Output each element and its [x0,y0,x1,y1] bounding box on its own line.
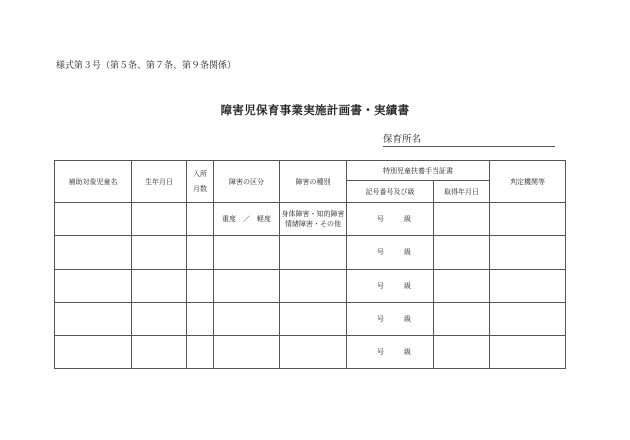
disability-level-cell[interactable] [214,302,280,335]
header-admission-line2: 月数 [193,184,207,193]
birth-date-cell[interactable] [132,335,187,368]
birth-date-cell[interactable] [132,269,187,302]
table-row [55,302,566,335]
table-row [55,236,566,269]
judging-agency-cell[interactable] [490,302,566,335]
facility-name-field[interactable] [383,133,555,147]
header-child-name: 補助対象児童名 [55,161,132,203]
header-cert-number: 記号番号及び級 [347,181,434,203]
disability-type-cell[interactable] [280,335,347,368]
disability-level-cell[interactable] [214,236,280,269]
disability-level-cell[interactable]: 重度 ／ 軽度 [214,203,280,236]
disability-level-cell[interactable] [214,335,280,368]
disability-type-line1: 身体障害・知的障害 [281,210,345,219]
cert-number-cell[interactable] [347,269,434,302]
judging-agency-cell[interactable] [490,236,566,269]
grade-number-label: 号 [377,215,384,224]
disability-type-line2: 情緒障害・その他 [285,220,341,229]
disability-type-cell[interactable] [280,203,347,236]
header-allowance-certificate: 特別児童扶養手当証書 [347,161,490,181]
cert-number-cell[interactable] [347,236,434,269]
acquired-date-cell[interactable] [434,335,490,368]
document-title: 障害児保育事業実施計画書・実績書 [220,103,410,117]
disability-type-cell[interactable] [280,236,347,269]
acquired-date-cell[interactable] [434,203,490,236]
disability-type-cell[interactable] [280,269,347,302]
table-row [55,269,566,302]
judging-agency-cell[interactable] [490,269,566,302]
admission-months-cell[interactable] [187,335,214,368]
grade-number-label: 号 [377,347,384,356]
facility-name-label: 保育所名 [383,134,422,145]
header-judging-agency: 判定機関等 [490,161,566,203]
acquired-date-cell[interactable] [434,302,490,335]
admission-months-cell[interactable] [187,203,214,236]
header-acquired-date: 取得年月日 [434,181,490,203]
cert-number-cell[interactable] [347,302,434,335]
cert-number-cell[interactable] [347,335,434,368]
admission-months-cell[interactable] [187,269,214,302]
disability-type-cell[interactable] [280,302,347,335]
birth-date-cell[interactable] [132,203,187,236]
header-disability-type: 障害の種別 [280,161,347,203]
plan-table [54,160,566,369]
header-birth-date: 生年月日 [132,161,187,203]
form-code: 様式第３号（第５条、第７条、第９条関係） [56,61,237,71]
birth-date-cell[interactable] [132,302,187,335]
child-name-cell[interactable] [55,335,132,368]
grade-level-label: 級 [404,281,411,290]
child-name-cell[interactable] [55,236,132,269]
disability-level-cell[interactable] [214,269,280,302]
table-row [55,335,566,368]
header-disability-level: 障害の区分 [214,161,280,203]
acquired-date-cell[interactable] [434,269,490,302]
grade-level-label: 級 [404,248,411,257]
child-name-cell[interactable] [55,203,132,236]
table-row [55,203,566,236]
grade-level-label: 級 [404,314,411,323]
grade-number-label: 号 [377,314,384,323]
table-header-row [55,161,566,181]
grade-level-label: 級 [404,215,411,224]
acquired-date-cell[interactable] [434,236,490,269]
admission-months-cell[interactable] [187,236,214,269]
header-admission-line1: 入所 [193,169,207,178]
child-name-cell[interactable] [55,302,132,335]
cert-number-cell[interactable] [347,203,434,236]
birth-date-cell[interactable] [132,236,187,269]
judging-agency-cell[interactable] [490,335,566,368]
grade-level-label: 級 [404,347,411,356]
judging-agency-cell[interactable] [490,203,566,236]
header-admission-months [187,161,214,203]
child-name-cell[interactable] [55,269,132,302]
grade-number-label: 号 [377,248,384,257]
grade-number-label: 号 [377,281,384,290]
admission-months-cell[interactable] [187,302,214,335]
